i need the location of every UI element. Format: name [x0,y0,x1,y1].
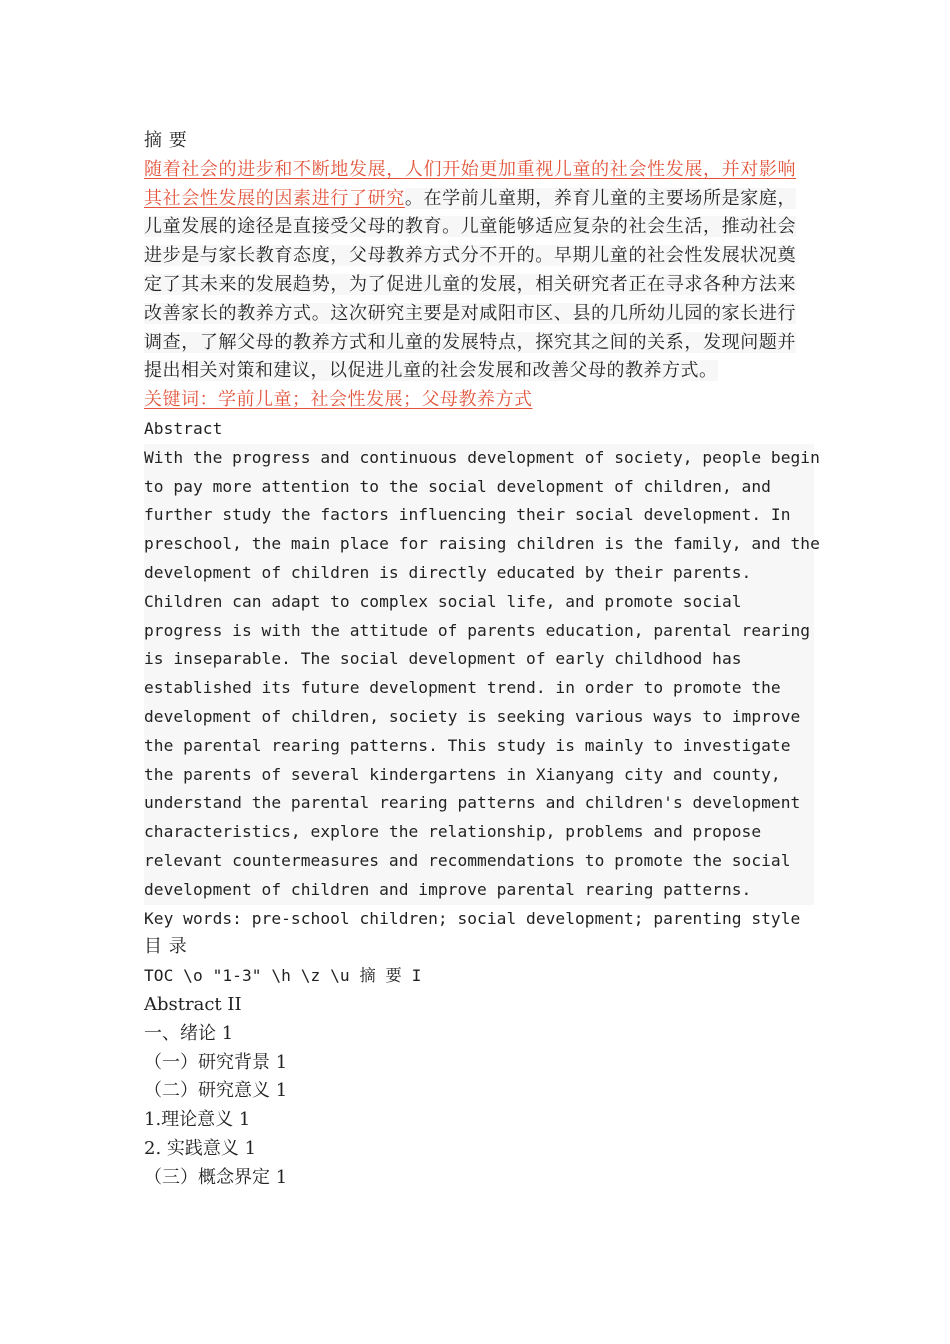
abstract-en-line: further study the factors influencing their social development. In [144,501,814,530]
abstract-cn-body: 。在学前儿童期，养育儿童的主要场所是家庭，儿童发展的途径是直接受父母的教育。儿童能够适应复杂的社会生活，推动社会进步是与家长教育态度，父母教养方式分不开的。早期儿童的社会性发展状况奠定了其未来的发展趋势，为了促进儿童的发展，相关研究者正在寻求各种方法来改善家长的教养方式。这次研究主要是对咸阳市区、县的几所幼儿园的家长进行调查，了解父母的教养方式和儿童的发展特点，探究其之间的关系，发现问题并提出相关对策和建议，以促进儿童的社会发展和改善父母的教养方式。 [144,187,797,382]
toc-item-significance[interactable]: （二）研究意义 1 [144,1080,288,1102]
abstract-en-heading: Abstract [144,418,223,438]
abstract-cn-keywords-line [144,386,814,415]
abstract-en-line: characteristics, explore the relationship, problems and propose [144,818,814,847]
abstract-en-line: development of children, society is seeking various ways to improve [144,703,814,732]
abstract-en-line: progress is with the attitude of parents education, parental rearing [144,617,814,646]
abstract-en-line: the parental rearing patterns. This study is mainly to investigate [144,732,814,761]
abstract-en-line: development of children is directly educated by their parents. [144,559,814,588]
toc-field-code: TOC \o "1-3" \h \z \u 摘 要 I [144,966,422,986]
abstract-en-line: to pay more attention to the social development of children, and [144,473,814,502]
abstract-en-line: preschool, the main place for raising children is the family, and the [144,530,814,559]
abstract-cn-paragraph [144,156,796,386]
abstract-en-line: the parents of several kindergartens in Xianyang city and county, [144,761,814,790]
toc-item-practical-significance[interactable]: 2. 实践意义 1 [144,1137,257,1159]
abstract-en-line: relevant countermeasures and recommendations to promote the social [144,847,814,876]
toc-heading: 目 录 [144,936,188,958]
abstract-en-keywords: Key words: pre-school children; social development; parenting style [144,908,801,928]
abstract-en-line: established its future development trend. in order to promote the [144,674,814,703]
abstract-en-paragraph [144,444,820,905]
toc-item-background[interactable]: （一）研究背景 1 [144,1051,288,1073]
document-page [144,127,820,1192]
abstract-en-line: Children can adapt to complex social life, and promote social [144,588,814,617]
abstract-en-line: development of children and improve parental rearing patterns. [144,876,814,905]
toc-item-introduction[interactable]: 一、绪论 1 [144,1022,234,1044]
toc-item-concept-definition[interactable]: （三）概念界定 1 [144,1166,288,1188]
toc-item-theoretical-significance[interactable]: 1.理论意义 1 [144,1109,251,1131]
abstract-cn-lead-link[interactable]: 随着社会的进步和不断地发展，人们开始更加重视儿童的社会性发展，并对影响其社会性发展的因素进行了研究 [144,158,796,209]
abstract-cn-heading: 摘 要 [144,130,188,151]
abstract-en-line: understand the parental rearing patterns and children's development [144,789,814,818]
abstract-en-line: is inseparable. The social development of early childhood has [144,645,814,674]
abstract-en-line: With the progress and continuous development of society, people begin [144,444,814,473]
toc-item-abstract[interactable]: Abstract II [144,993,242,1015]
abstract-cn-keywords[interactable]: 关键词：学前儿童；社会性发展；父母教养方式 [144,389,533,411]
